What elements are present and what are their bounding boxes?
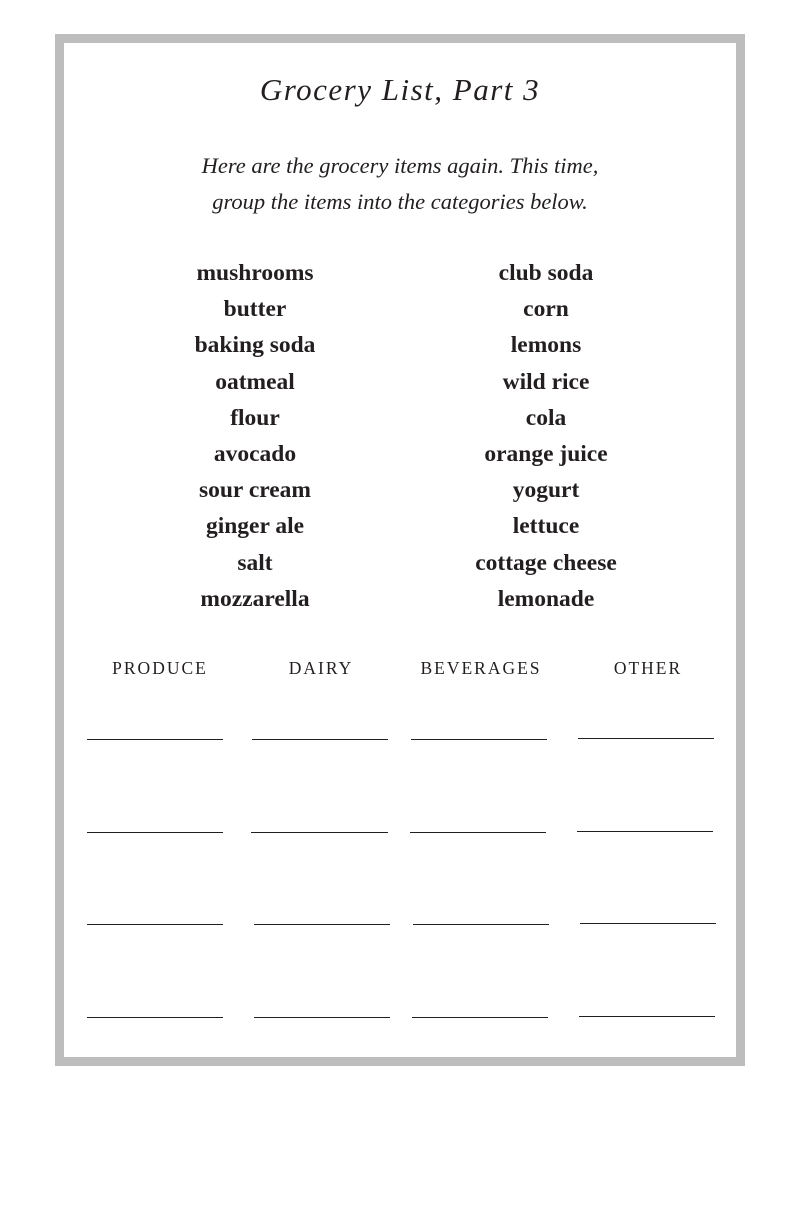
grocery-item: lemonade (497, 585, 595, 612)
grocery-item: salt (237, 549, 273, 576)
category-label-other: OTHER (613, 658, 683, 678)
beverages-answer-line[interactable] (412, 1017, 548, 1018)
dairy-answer-line[interactable] (254, 1017, 390, 1018)
category-label-dairy: DAIRY (288, 658, 354, 678)
other-answer-line[interactable] (579, 1016, 715, 1017)
produce-answer-line[interactable] (87, 832, 223, 833)
grocery-item: sour cream (198, 477, 312, 504)
grocery-item: club soda (498, 260, 594, 286)
grocery-item: lemons (510, 332, 582, 359)
dairy-answer-line[interactable] (251, 832, 388, 833)
instructions-line: Here are the grocery items again. This time, (201, 153, 599, 178)
category-label-produce: PRODUCE (112, 658, 208, 678)
other-answer-line[interactable] (577, 831, 713, 832)
grocery-items-left-column (105, 255, 405, 617)
beverages-answer-line[interactable] (413, 924, 549, 925)
grocery-item: avocado (213, 440, 297, 467)
grocery-item: baking soda (194, 332, 316, 359)
dairy-answer-line[interactable] (254, 924, 390, 925)
grocery-item: orange juice (484, 440, 608, 467)
grocery-item: corn (523, 296, 569, 323)
instructions-line: group the items into the categories below. (212, 189, 588, 214)
grocery-item: cottage cheese (475, 549, 617, 576)
grocery-items-right-column (396, 255, 696, 617)
grocery-item: lettuce (512, 513, 580, 540)
category-label-beverages: BEVERAGES (420, 658, 542, 678)
grocery-item: butter (223, 296, 287, 323)
other-answer-line[interactable] (578, 738, 714, 739)
instructions (0, 148, 800, 220)
beverages-answer-line[interactable] (411, 739, 547, 740)
produce-answer-line[interactable] (87, 924, 223, 925)
grocery-item: mushrooms (196, 260, 314, 286)
dairy-answer-line[interactable] (252, 739, 388, 740)
grocery-item: ginger ale (205, 513, 305, 540)
grocery-item: yogurt (512, 477, 580, 504)
beverages-answer-line[interactable] (410, 832, 546, 833)
grocery-item: cola (525, 404, 567, 431)
page-title: Grocery List, Part 3 (259, 72, 541, 107)
grocery-item: flour (230, 404, 280, 431)
grocery-item: oatmeal (215, 368, 295, 395)
produce-answer-line[interactable] (87, 1017, 223, 1018)
grocery-item: mozzarella (200, 585, 310, 612)
other-answer-line[interactable] (580, 923, 716, 924)
grocery-item: wild rice (502, 368, 590, 395)
produce-answer-line[interactable] (87, 739, 223, 740)
